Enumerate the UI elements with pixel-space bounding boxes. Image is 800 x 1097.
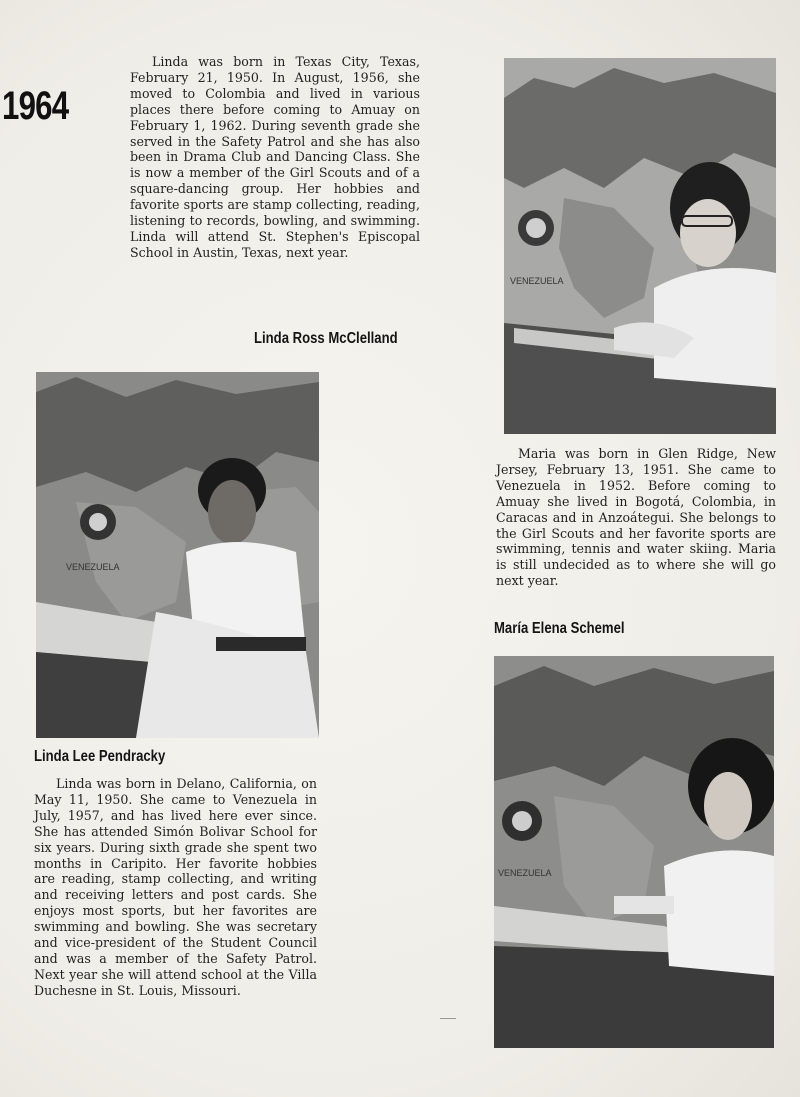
name-maria-schemel: María Elena Schemel xyxy=(494,620,625,637)
photo-label-venezuela: VENEZUELA xyxy=(510,276,564,286)
year-heading: 1964 xyxy=(2,84,69,128)
page-mark xyxy=(440,1018,456,1019)
photo-label-venezuela: VENEZUELA xyxy=(498,868,552,878)
photo-maria-schemel xyxy=(494,656,774,1048)
photo-label-venezuela: VENEZUELA xyxy=(66,562,120,572)
photo-linda-pendracky xyxy=(36,372,319,738)
bio-linda-pendracky: Linda was born in Delano, California, on May 11, 1950. She came to Venezuela in July, 1957, and has lived here ever since. She has attended Simón Bolivar School for six years. During sixth grade she spent two months in Caripito. Her favorite hobbies are reading, stamp collecting, and writing and receiving letters and post cards. She enjoys most sports, but her favorites are swimming and bowling. She was secretary and vice-president of the Student Council and was a member of the Safety Patrol. Next year she will attend school at the Villa Duchesne in St. Louis, Missouri. xyxy=(34,776,317,998)
name-linda-pendracky: Linda Lee Pendracky xyxy=(34,748,166,765)
name-linda-mcclelland: Linda Ross McClelland xyxy=(254,330,398,347)
bio-maria-schemel: Maria was born in Glen Ridge, New Jersey, February 13, 1951. She came to Venezuela in 1952. Before coming to Amuay she lived in Bogotá, Colombia, in Caracas and in Anzoátegui. She belongs to the Girl Scouts and her favorite sports are swimming, tennis and water skiing. Maria is still undecided as to where she will go next year. xyxy=(496,446,776,589)
bio-linda-mcclelland: Linda was born in Texas City, Texas, February 21, 1950. In August, 1956, she moved to Colombia and lived in various places there before coming to Amuay on February 1, 1962. During seventh grade she served in the Safety Patrol and she has also been in Drama Club and Dancing Class. She is now a member of the Girl Scouts and of a square-dancing group. Her hobbies and favorite sports are stamp collecting, reading, listening to records, bowling, and swimming. Linda will attend St. Stephen's Episcopal School in Austin, Texas, next year. xyxy=(130,54,420,260)
photo-linda-mcclelland xyxy=(504,58,776,434)
